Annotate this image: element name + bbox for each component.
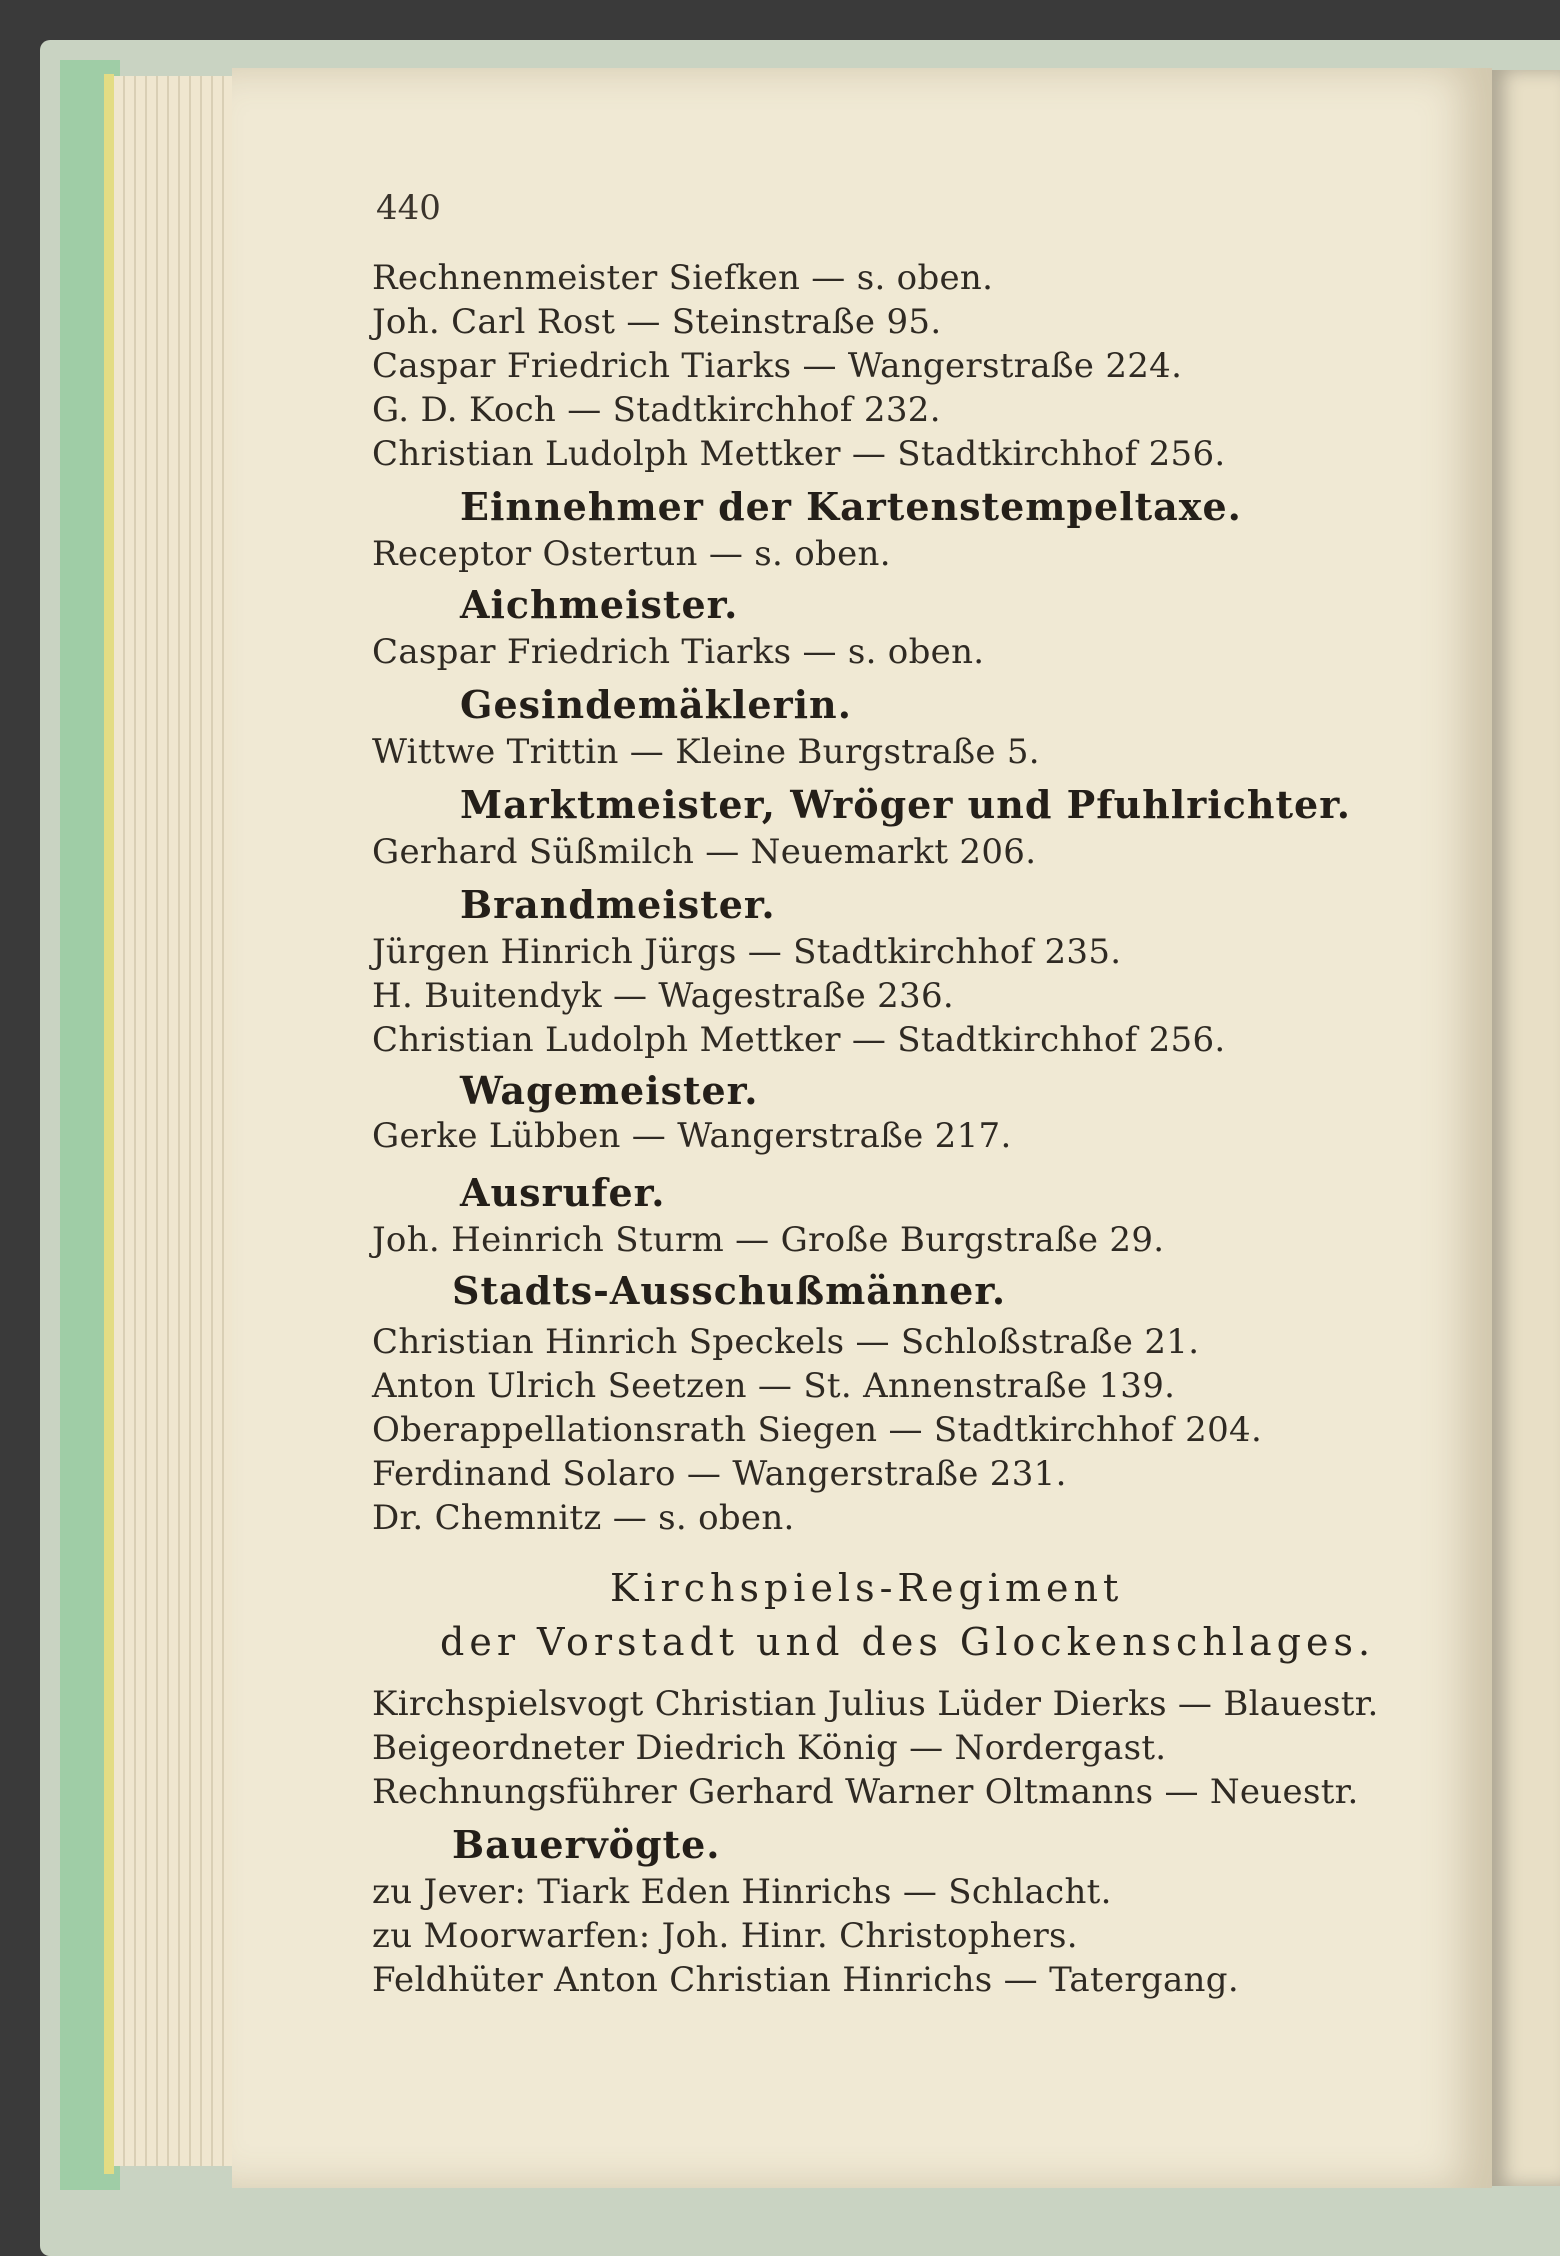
page-stack-edges: [114, 76, 236, 2166]
page-number: 440: [376, 188, 441, 228]
text-line: Rechnungsführer Gerhard Warner Oltmanns — Neuestr.: [372, 1772, 1359, 1812]
text-line: Feldhüter Anton Christian Hinrichs — Tatergang.: [372, 1960, 1239, 2000]
chapter-subtitle: der Vorstadt und des Glockenschlages.: [440, 1620, 1376, 1664]
text-line: Ferdinand Solaro — Wangerstraße 231.: [372, 1454, 1067, 1494]
section-heading: Ausrufer.: [460, 1170, 666, 1215]
text-line: Joh. Carl Rost — Steinstraße 95.: [372, 302, 942, 342]
text-line: Christian Ludolph Mettker — Stadtkirchhof 256.: [372, 434, 1226, 474]
page-edge-yellow: [104, 74, 114, 2174]
text-line: H. Buitendyk — Wagestraße 236.: [372, 976, 955, 1016]
section-heading: Aichmeister.: [460, 582, 739, 627]
text-line: Beigeordneter Diedrich König — Nordergast.: [372, 1728, 1167, 1768]
text-line: Receptor Ostertun — s. oben.: [372, 534, 891, 574]
section-heading: Brandmeister.: [460, 882, 776, 927]
section-heading: Marktmeister, Wröger und Pfuhlrichter.: [460, 782, 1351, 827]
section-heading: Einnehmer der Kartenstempeltaxe.: [460, 484, 1242, 529]
section-heading: Wagemeister.: [460, 1068, 759, 1113]
text-line: Caspar Friedrich Tiarks — s. oben.: [372, 632, 985, 672]
text-line: Anton Ulrich Seetzen — St. Annenstraße 139.: [372, 1366, 1176, 1406]
text-line: G. D. Koch — Stadtkirchhof 232.: [372, 390, 941, 430]
section-heading: Bauervögte.: [452, 1822, 721, 1867]
text-line: Christian Ludolph Mettker — Stadtkirchhof 256.: [372, 1020, 1226, 1060]
text-line: Gerke Lübben — Wangerstraße 217.: [372, 1116, 1012, 1156]
section-heading: Stadts-Ausschußmänner.: [452, 1268, 1007, 1313]
text-line: Caspar Friedrich Tiarks — Wangerstraße 224.: [372, 346, 1183, 386]
section-heading: Gesindemäklerin.: [460, 682, 852, 727]
text-line: Wittwe Trittin — Kleine Burgstraße 5.: [372, 732, 1040, 772]
chapter-title: Kirchspiels-Regiment: [610, 1566, 1124, 1610]
text-line: Christian Hinrich Speckels — Schloßstraße 21.: [372, 1322, 1200, 1362]
text-line: Rechnenmeister Siefken — s. oben.: [372, 258, 994, 298]
facing-page-edge: [1492, 70, 1560, 2186]
text-line: Gerhard Süßmilch — Neuemarkt 206.: [372, 832, 1037, 872]
text-line: Joh. Heinrich Sturm — Große Burgstraße 29.: [372, 1220, 1165, 1260]
text-line: Jürgen Hinrich Jürgs — Stadtkirchhof 235.: [372, 932, 1122, 972]
text-line: Dr. Chemnitz — s. oben.: [372, 1498, 795, 1538]
text-line: zu Jever: Tiark Eden Hinrichs — Schlacht.: [372, 1872, 1112, 1912]
text-line: Oberappellationsrath Siegen — Stadtkirchhof 204.: [372, 1410, 1263, 1450]
text-line: Kirchspielsvogt Christian Julius Lüder Dierks — Blauestr.: [372, 1684, 1379, 1724]
text-line: zu Moorwarfen: Joh. Hinr. Christophers.: [372, 1916, 1078, 1956]
